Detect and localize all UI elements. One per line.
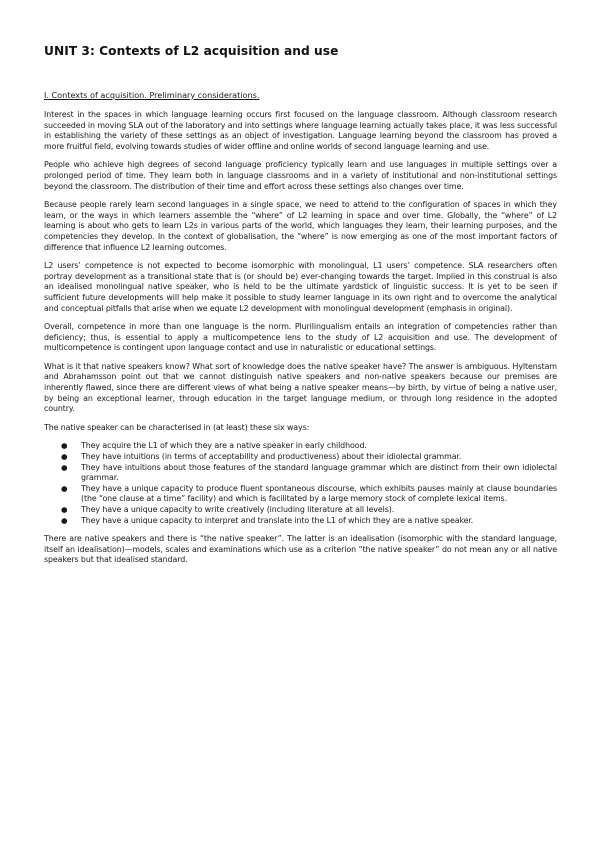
list-item-text: They acquire the L1 of which they are a native speaker in early childhood. xyxy=(81,441,367,451)
paragraph-multiple-settings: People who achieve high degrees of second language proficiency typically learn and use languages in multiple settings over a prolonged period of time. They learn both in language classrooms and in a variety of institutional and non-institutional settings beyond the classroom. The distribution of their time and effort across these settings also changes over time. xyxy=(44,160,557,191)
list-item xyxy=(61,441,557,452)
bullet-icon: ● xyxy=(61,515,68,525)
native-speaker-traits-list xyxy=(44,441,557,526)
list-item xyxy=(61,505,557,516)
section-heading: I. Contexts of acquisition. Preliminary considerations. xyxy=(44,90,260,100)
list-item xyxy=(61,483,557,505)
paragraph-multicompetence: Overall, competence in more than one language is the norm. Plurilingualism entails an integration of competencies rather than deficiency; thus, is essential to apply a multicompetence lens to the study of L2 acquisition and use. The development of multicompetence is contingent upon language contact and use in naturalistic or educational settings. xyxy=(44,322,557,353)
paragraph-classroom-research: Interest in the spaces in which language learning occurs first focused on the language classroom. Although classroom research succeeded in moving SLA out of the laboratory and into settings where language learning actually takes place, it was less successful in establishing the variety of these settings as an object of investigation. Language learning beyond the classroom has proved a more fruitful field, evolving towards studies of wider offline and online worlds of second language learning and use. xyxy=(44,110,557,151)
bullet-icon: ● xyxy=(61,441,68,451)
bullet-icon: ● xyxy=(61,483,68,493)
list-item-text: They have a unique capacity to produce fluent spontaneous discourse, which exhibits pauses mainly at clause boundaries (the “one clause at a time” facility) and which is facilitated by a large memory stock of complete lexical items. xyxy=(81,483,557,504)
unit-title: UNIT 3: Contexts of L2 acquisition and use xyxy=(44,44,339,58)
paragraph-native-speaker-question: What is it that native speakers know? What sort of knowledge does the native speaker have? The answer is ambiguous. Hyltenstam and Abrahamsson point out that we cannot distinguish native speakers and non-native speakers because our premises are inherently flawed, since there are different views of what being a native speaker means—by birth, by virtue of being a native user, by being an exceptional learner, through education in the target language medium, or through long residence in the adopted country. xyxy=(44,361,557,414)
bullet-icon: ● xyxy=(61,505,68,514)
list-item-text: They have intuitions (in terms of acceptability and productiveness) about their idiolectal grammar. xyxy=(81,452,462,462)
bullet-icon: ● xyxy=(61,462,68,472)
list-item xyxy=(61,515,557,527)
list-item-text: They have a unique capacity to write creatively (including literature at all levels). xyxy=(81,505,395,514)
paragraph-l2-competence: L2 users’ competence is not expected to become isomorphic with monolingual, L1 users’ competence. SLA researchers often portray development as a transitional state that is (or should be) ever-changing towards the target. Implied in this construal is also an idealised monolingual native speaker, who is held to be the ultimate yardstick of linguistic success. It is yet to be seen if sufficient future developments will help make it possible to study learner language in its own right and to overcome the analytical and conceptual pitfalls that arise when we equate L2 development with monolingual development (emphasis in original). xyxy=(44,261,557,313)
list-item-text: They have intuitions about those features of the standard language grammar which are distinct from their own idiolectal grammar. xyxy=(81,462,557,483)
list-item xyxy=(61,462,557,484)
paragraph-where-of-learning: Because people rarely learn second languages in a single space, we need to attend to the configuration of spaces in which they learn, or the ways in which learners assemble the “where” of L2 learning in space and over time. Globally, the “where” of L2 learning is about who gets to learn L2s in various parts of the world, which languages they learn, their learning purposes, and the competencies they develop. In the context of globalisation, the “where” is now emerging as one of the most important factors of difference that influence L2 learning outcomes. xyxy=(44,200,557,252)
paragraph-closing: There are native speakers and there is “the native speaker”. The latter is an idealisation (isomorphic with the standard language, itself an idealisation)—models, scales and examinations which use as a criterion “the native speaker” do not mean any or all native speakers but that idealised standard. xyxy=(44,534,557,565)
list-item-text: They have a unique capacity to interpret and translate into the L1 of which they are a native speaker. xyxy=(81,515,474,525)
list-item xyxy=(61,452,557,463)
paragraph-list-intro: The native speaker can be characterised in (at least) these six ways: xyxy=(44,422,310,432)
bullet-icon: ● xyxy=(61,452,68,462)
